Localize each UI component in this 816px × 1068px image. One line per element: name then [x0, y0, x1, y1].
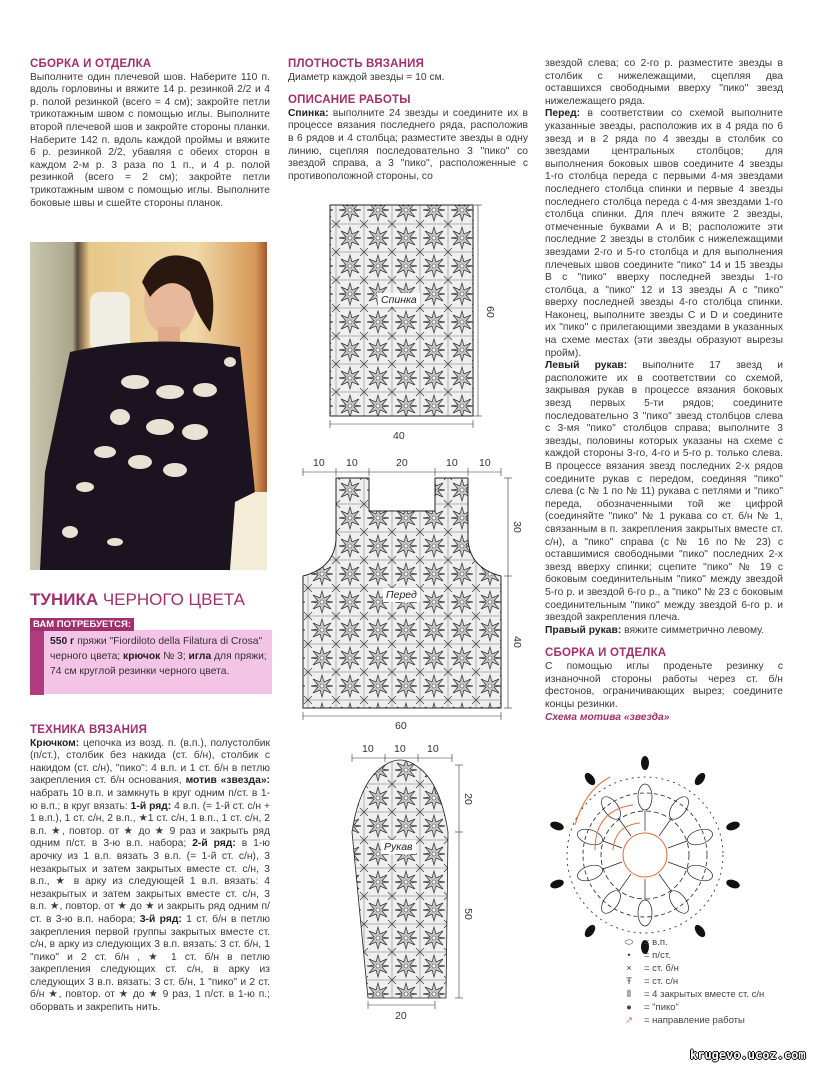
legend-row: [618, 1014, 764, 1027]
front-height-bottom-dim: 40: [510, 636, 523, 648]
front-top-dim-1: 10: [313, 457, 325, 469]
front-top-dim-3: 20: [396, 457, 408, 469]
sleeve-top-dim-1: 10: [362, 743, 374, 755]
back-height-dim: 60: [483, 306, 496, 318]
sleeve-top-dim-3: 10: [427, 743, 439, 755]
legend-row: [618, 975, 764, 988]
sleeve-width-dim: 20: [395, 1010, 407, 1022]
row1-text: 4 в.п. (= 1-й ст. с/н + 1 в.п.), 1 ст. с/н, 2 в.п., ★1 ст. с/н, 1 в.п., 1 ст. с/н, 2 в.п. ★, повтор. от ★ до ★ 9 раз и закрыть ряд одним п/ст. в 3-ю в.п. набора;: [30, 800, 270, 850]
legend-row: [618, 988, 764, 1001]
right-assembly-text: С помощью иглы проденьте резинку с изнаночной стороны работы через ст. б/н фестонов, ограничивающих вырез; соедините концы резинки.: [545, 660, 783, 710]
back-label-tag: Спинка: [378, 293, 420, 307]
front-body: в соответствии со схемой выполните указанные звезды, расположив их в 4 ряда по 6 звезд и в 2 ряда по 4 звезды в столбик со звездами центральных столбцов; для выполнения боковых швов соедините 4 звезды 1-го столбца переда с первыми 4-мя звездами последнего столбца спинки и первые 4 звезды последнего столбца переда с 4-мя звездами 1-го столбца спинки. Для плеч вяжите 2 звезды, отмеченные буквами А и В; расположите эти последние 2 звезды в столбик с нижележащими звездами 2-го и 5-го столбца и для выполнения плечевых швов соедините "пико" 14 и 15 звезды В с "пико" вверху последней звезды 1-го столбца, а "пико" 12 и 13 звезды А с "пико" вверху последней звезды 4-го столбца спинки. Наконец, выполните звезды С и D и соедините их "пико" с прилегающими звездами в указанных на схеме местах (эти звезды образуют вырезы пройм).: [545, 108, 783, 359]
left-sleeve-text: [545, 360, 783, 624]
technique-crochet-label: Крючком:: [30, 737, 80, 749]
back-body: выполните 24 звезды и соедините их в процессе вязания последнего ряда, расположив в 6 рядов и 4 столбца; разместите звезды в одну линию, сцепляя последовательно 3 "пико" со звездой справа, а 3 "пико", расположенные с противоположной стороны, со: [288, 107, 528, 182]
star-motif-diagram: [549, 756, 741, 954]
back-label: Спинка:: [288, 107, 329, 119]
symbol-legend: [618, 936, 764, 1027]
legend-text: = в.п.: [644, 937, 668, 948]
materials-tag: ВАМ ПОТРЕБУЕТСЯ:: [30, 618, 134, 631]
left-assembly-text: Выполните один плечевой шов. Наберите 110 п. вдоль горловины и вяжите 14 р. резинкой 2/2 и 4 р. полой резинкой (всего = 4 см); закройте петли трикотажным швом с помощью иглы. Выполните второй плечевой шов и закройте стороны планки. Наберите 142 п. вдоль каждой проймы и вяжите 6 р. резинкой 2/2, убавляя с обеих сторон в каждом 2-м р. 3 раза по 1 п., и 4 р. полой резинкой (всего = 2 см); закройте петли трикотажным швом с помощью иглы. Выполните боковые швы и сшейте стороны планок.: [30, 71, 270, 209]
right-assembly-heading: СБОРКА И ОТДЕЛКА: [545, 647, 667, 660]
dot-icon: •: [627, 950, 631, 961]
legend-row: [618, 962, 764, 975]
row3-text: 1 ст. б/н в петлю закрепления первой группы закрытых вместе ст. с/н, в арку из следующих 3 в.п. вязать: 3 ст. б/н, 1 "пико" и 2 ст. б/н , ★ 1 ст. б/н в петлю закрепления следующих ст. с/н, в арку из следующих 3 в.п. вязать: 3 ст. б/н, 1 "пико" и 2 ст. б/н ★, повтор. от ★ до ★ 9 раз, 1 п/ст. в 1-ю п.; оборвать и закрепить нить.: [30, 913, 270, 1014]
right-sleeve-label: Правый рукав:: [545, 624, 622, 636]
direction-arrow-icon: ↗: [625, 1015, 633, 1026]
legend-text: = 4 закрытых вместе ст. с/н: [644, 989, 765, 1000]
legend-text: = ст. с/н: [644, 976, 679, 987]
legend-row: [618, 949, 764, 962]
gauge-text: Диаметр каждой звезды = 10 см.: [288, 71, 445, 83]
front-top-dim-2: 10: [346, 457, 358, 469]
technique-motif-text: набрать 10 в.п. и замкнуть в круг одним п/ст. в 1-ю в.п.; в круг вязать:: [30, 787, 270, 812]
legend-text: = ст. б/н: [644, 963, 679, 974]
sleeve-label-tag: Рукав: [381, 840, 416, 854]
left-sleeve-label: Левый рукав:: [545, 360, 628, 372]
legend-text: = п/ст.: [644, 950, 671, 961]
row1-label: 1-й ряд:: [130, 800, 172, 812]
front-width-dim: 60: [395, 720, 407, 732]
front-top-dim-5: 10: [479, 457, 491, 469]
project-title-rest: ЧЕРНОГО ЦВЕТА: [98, 590, 245, 609]
row2-label: 2-й ряд:: [192, 838, 236, 850]
cluster-icon: ⦀: [626, 989, 632, 1000]
right-text-section: [545, 58, 783, 711]
legend-row: [618, 1001, 764, 1014]
materials-needle: игла: [188, 651, 212, 662]
sleeve-height-bottom-dim: 50: [461, 908, 474, 920]
left-assembly-heading: СБОРКА И ОТДЕЛКА: [30, 58, 152, 70]
front-text: [545, 108, 783, 360]
gauge-heading: ПЛОТНОСТЬ ВЯЗАНИЯ: [288, 58, 425, 70]
description-heading: ОПИСАНИЕ РАБОТЫ: [288, 94, 411, 107]
legend-text: = "пико": [644, 1002, 679, 1013]
materials-qty: 550 г: [50, 636, 75, 647]
left-sleeve-body: выполните 17 звезд и расположите их в соответствии со схемой, закрывая рукав в процессе вязания боковых звезд первых 5-ти рядов; соедините последовательно 3 "пико" звезд столбцов слева с 3-мя "пико" столбцов справа; выполните 3 звезды, половины которых указаны на схеме с каждой стороны 3-го, 4-го и 5-го р. только слева. В процессе вязания звезд последних 2-х рядов соедините рукав с передом, соединяя "пико" слева (с № 1 по № 11) рукава с петлями и "пико" переда, обозначенными той же цифрой (соединяйте "пико" № 1 рукава со ст. б/н № 1, связанным в п. закрепления закрытых вместе ст. с/н), а "пико" справа (с № 16 по № 23) с оставшимися свободными "пико" последних 2-х звезд вверху спинки; сцепите "пико" № 19 с боковым соединительным "пико" между звездой 5-го р. и звездой 6-го р., а "пико" № 23 с боковым соединительным "пико" между звездой 6-го р. и звездой закрепления плеча.: [545, 360, 783, 624]
row2-text: в 1-ю арочку из 1 в.п. вязать 3 в.п. (= 1-й ст. с/н), 3 незакрытых и затем закрытых вместе ст. с/н, 3 в.п., ★ в арку из следующей 1 в.п. вязать: 4 незакрытых и затем закрытых вместе ст. с/н, 3 в.п. ★, повтор. от ★ до ★ и закрыть ряд одним п/ст. в 3-ю в.п. набора;: [30, 838, 270, 925]
double-crochet-icon: Ŧ: [626, 976, 632, 987]
project-title-bold: ТУНИКА: [30, 590, 99, 609]
cross-icon: ×: [626, 963, 632, 974]
chain-oval-icon: ⬭: [624, 937, 634, 948]
back-width-dim: 40: [393, 430, 405, 442]
legend-text: = направление работы: [644, 1015, 745, 1026]
technique-heading: ТЕХНИКА ВЯЗАНИЯ: [30, 724, 148, 736]
back-schematic: [330, 205, 482, 428]
front-top-dim-4: 10: [446, 457, 458, 469]
materials-rest: для пряжи; 74 см круглой резинки черного цвета.: [50, 651, 267, 677]
right-sleeve-body: вяжите симметрично левому.: [621, 624, 765, 636]
row3-label: 3-й ряд:: [139, 913, 182, 925]
technique-motif-label: мотив «звезда»:: [185, 775, 270, 787]
picot-icon: ●: [626, 1002, 632, 1013]
front-label-tag: Перед: [383, 588, 420, 602]
right-sleeve-text: [545, 625, 783, 638]
technique-crochet-text: цепочка из возд. п. (в.п.), полустолбик (п/ст.), столбик без накида (ст. б/н), столбик с накидом (ст. с/н), "пико": 4 в.п. и 1 ст. б/н в петлю закрепления ст. б/н основания,: [30, 737, 270, 787]
legend-row: [618, 936, 764, 949]
sleeve-height-top-dim: 20: [461, 793, 474, 805]
watermark: krugevo.ucoz.com: [690, 1048, 806, 1062]
front-label: Перед:: [545, 108, 581, 120]
motif-title: Схема мотива «звезда»: [545, 712, 670, 723]
materials-hook: крючок: [123, 651, 161, 662]
materials-yarn: пряжи "Fiordiloto della Filatura di Crosa" черного цвета;: [50, 636, 263, 662]
sleeve-schematic: [352, 754, 463, 1009]
sleeve-top-dim-2: 10: [394, 743, 406, 755]
materials-hook-no: № 3;: [160, 651, 189, 662]
back-continued-text: звездой слева; со 2-го р. разместите звезды в столбик с нижележащими, сцепляя два оставшихся свободными вверху "пико" звезд нижележащего ряда.: [545, 58, 783, 107]
front-height-top-dim: 30: [510, 521, 523, 533]
